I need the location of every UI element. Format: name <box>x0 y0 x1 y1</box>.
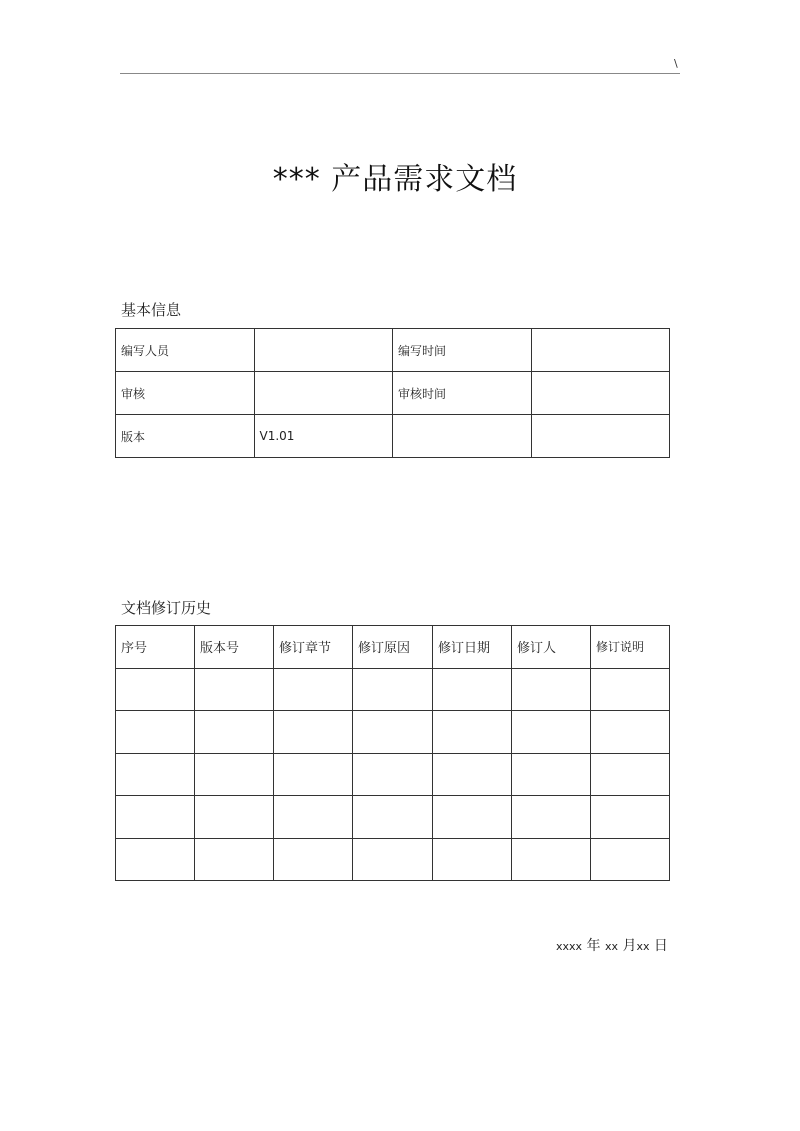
column-header: 修订说明 <box>591 626 670 669</box>
table-cell <box>512 668 591 711</box>
table-cell <box>274 796 353 839</box>
table-cell <box>195 796 274 839</box>
table-cell <box>393 415 532 458</box>
table-cell <box>353 753 433 796</box>
table-cell <box>433 796 512 839</box>
table-cell <box>591 838 670 881</box>
date-month-unit: 月 <box>622 938 637 954</box>
table-cell <box>353 668 433 711</box>
table-cell <box>433 711 512 754</box>
table-cell <box>512 753 591 796</box>
table-cell <box>531 329 670 372</box>
table-cell <box>353 796 433 839</box>
table-cell <box>512 796 591 839</box>
date-year-unit: 年 <box>586 938 601 954</box>
table-row <box>116 329 670 372</box>
table-cell <box>116 838 195 881</box>
table-cell: V1.01 <box>254 415 393 458</box>
table-row <box>116 668 670 711</box>
column-header: 修订人 <box>512 626 591 669</box>
table-cell <box>433 668 512 711</box>
table-cell <box>531 372 670 415</box>
column-header: 修订原因 <box>353 626 433 669</box>
revision-history-table <box>115 625 670 881</box>
date-month: xx <box>604 940 618 953</box>
table-cell <box>274 711 353 754</box>
table-cell <box>531 415 670 458</box>
table-row <box>116 838 670 881</box>
table-cell <box>512 838 591 881</box>
table-header-row <box>116 626 670 669</box>
column-header: 修订章节 <box>274 626 353 669</box>
table-cell <box>353 711 433 754</box>
header-mark: \ <box>674 57 678 70</box>
table-cell <box>274 668 353 711</box>
header-rule <box>120 73 680 74</box>
basic-info-heading: 基本信息 <box>121 301 182 319</box>
table-row <box>116 711 670 754</box>
table-cell <box>591 668 670 711</box>
table-row <box>116 415 670 458</box>
table-cell <box>274 753 353 796</box>
date-day: xx <box>636 940 650 953</box>
table-cell: 编写时间 <box>393 329 532 372</box>
date-day-unit: 日 <box>653 938 668 954</box>
table-cell <box>591 753 670 796</box>
table-cell <box>195 753 274 796</box>
table-cell <box>591 711 670 754</box>
column-header: 版本号 <box>195 626 274 669</box>
table-row <box>116 372 670 415</box>
table-cell <box>254 329 393 372</box>
table-cell <box>195 711 274 754</box>
table-cell <box>353 838 433 881</box>
table-cell <box>116 753 195 796</box>
column-header: 序号 <box>116 626 195 669</box>
table-cell <box>254 372 393 415</box>
table-cell <box>116 668 195 711</box>
basic-info-table <box>115 328 670 458</box>
table-cell <box>512 711 591 754</box>
table-cell <box>195 668 274 711</box>
document-title: *** 产品需求文档 <box>272 162 518 197</box>
table-cell <box>116 796 195 839</box>
table-cell: 审核 <box>116 372 255 415</box>
table-cell <box>195 838 274 881</box>
column-header: 修订日期 <box>433 626 512 669</box>
table-cell <box>433 753 512 796</box>
table-cell: 版本 <box>116 415 255 458</box>
document-date <box>556 936 668 957</box>
table-row <box>116 753 670 796</box>
table-cell <box>116 711 195 754</box>
table-cell: 审核时间 <box>393 372 532 415</box>
table-cell <box>433 838 512 881</box>
table-cell <box>274 838 353 881</box>
table-cell: 编写人员 <box>116 329 255 372</box>
table-row <box>116 796 670 839</box>
date-year: xxxx <box>556 940 583 953</box>
table-cell <box>591 796 670 839</box>
revision-history-heading: 文档修订历史 <box>121 599 212 617</box>
